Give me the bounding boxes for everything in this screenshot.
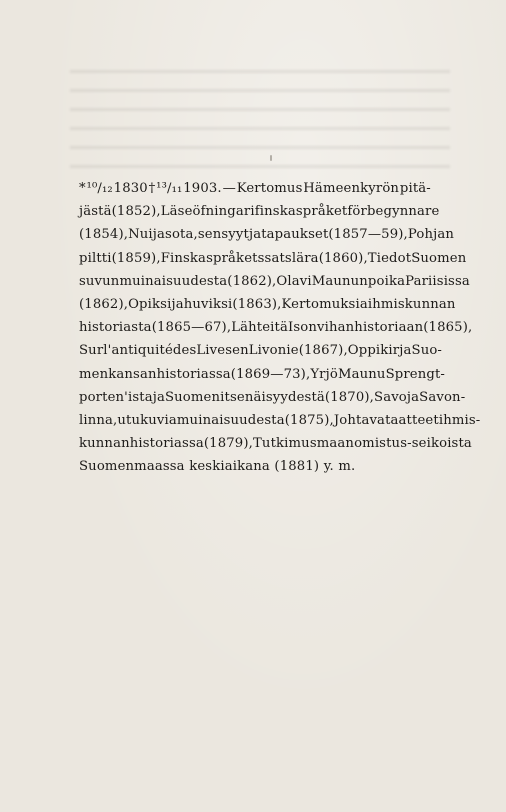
word: kunnan [79, 436, 130, 452]
word: ¹³/₁₁ [156, 181, 183, 196]
word: Opiksi [128, 296, 172, 312]
word: Maununpoika [311, 273, 406, 289]
word: (1854), [79, 227, 129, 243]
word: ihmis- [438, 412, 481, 428]
word: keskiaikana [189, 459, 270, 475]
word: språkets [206, 250, 265, 266]
word: Pohjan [407, 227, 455, 243]
word: linna, [79, 412, 118, 428]
text-line [79, 386, 466, 409]
text-line [79, 223, 455, 246]
biography-paragraph [79, 177, 481, 478]
word: (1879), [203, 436, 253, 452]
word: Nuijasota, [128, 227, 198, 243]
word: ihmiskunnan [367, 296, 456, 312]
word: (1857—59), [328, 227, 408, 243]
word: begynnare [366, 204, 440, 220]
word: en [232, 343, 249, 359]
word: (1881) [274, 459, 320, 475]
word: aatteet [390, 412, 439, 428]
word: Yrjö [310, 366, 338, 382]
word: Olavi [276, 273, 312, 289]
word: huviksi [183, 296, 233, 312]
word: Sprengt- [385, 366, 446, 382]
text-line [79, 339, 443, 362]
word: Hämeenkyrön [303, 181, 400, 196]
word: maanomistus-seikoista [316, 436, 472, 452]
word: satslära [264, 250, 319, 266]
word: muinaisuudesta [119, 273, 228, 289]
word: (1859), [111, 250, 161, 266]
word: porten'ista [79, 389, 153, 405]
word: l'antiquité [103, 343, 173, 359]
word: ¹⁰/₁₂ [86, 181, 113, 196]
word: syyt [221, 227, 249, 243]
word: Savo [374, 389, 407, 405]
word: des [172, 343, 197, 359]
word: kansan [108, 366, 157, 382]
word: (1862), [79, 296, 129, 312]
text-line [79, 316, 473, 339]
word: jästä [79, 204, 112, 220]
word: Läseöfningar [160, 204, 251, 220]
show-through-text [70, 60, 450, 170]
word: språket [295, 204, 348, 220]
word: Savon- [419, 389, 466, 405]
word: Maunu [337, 366, 386, 382]
word: Suomen [164, 389, 221, 405]
word: ja [248, 227, 262, 243]
word: m. [338, 459, 356, 475]
word: Kertomus [236, 181, 303, 196]
word: finska [254, 204, 296, 220]
word: piltti [79, 250, 112, 266]
word: pitä- [399, 181, 431, 196]
text-line [79, 247, 467, 270]
word: historiasta [79, 320, 152, 336]
text-line [79, 409, 481, 432]
text-line [79, 455, 431, 478]
word: sen [197, 227, 222, 243]
word: för [347, 204, 367, 220]
text-line [79, 363, 446, 386]
word: vihan [317, 320, 355, 336]
text-line [79, 200, 440, 223]
word: (1870), [324, 389, 375, 405]
word: Lives [196, 343, 233, 359]
word: Oppikirja [347, 343, 412, 359]
word: i [250, 204, 255, 220]
word: * [79, 181, 86, 196]
word: (1869—73), [230, 366, 311, 382]
word: Johtavat [333, 412, 391, 428]
paper-speck [270, 155, 272, 161]
word: men [79, 366, 109, 382]
word: ja [171, 296, 184, 312]
word: tapaukset [261, 227, 329, 243]
word: suvun [79, 273, 120, 289]
word: Pariisissa [405, 273, 470, 289]
word: Suo- [411, 343, 443, 359]
word: † [148, 181, 156, 196]
word: Tutkimus [252, 436, 317, 452]
word: Ison [288, 320, 318, 336]
word: 1830 [113, 181, 148, 196]
word: ja [152, 389, 165, 405]
word: Lähteitä [231, 320, 288, 336]
word: Suomenmaassa [79, 459, 185, 475]
word: — [222, 181, 236, 196]
word: historiaan [354, 320, 424, 336]
word: (1852), [111, 204, 161, 220]
text-line [79, 432, 472, 455]
word: Finska [160, 250, 207, 266]
text-line [79, 270, 470, 293]
word: utukuvia [117, 412, 177, 428]
word: Kertomuksia [281, 296, 368, 312]
word: (1860), [318, 250, 368, 266]
text-line [79, 177, 431, 200]
word: (1863), [232, 296, 282, 312]
word: itsenäisyydestä [220, 389, 325, 405]
word: (1865), [423, 320, 473, 336]
word: (1875), [284, 412, 334, 428]
word: Livonie [248, 343, 299, 359]
word: y. [323, 459, 334, 475]
text-line [79, 293, 456, 316]
word: historiassa [129, 436, 204, 452]
word: ja [406, 389, 420, 405]
word: (1865—67), [151, 320, 232, 336]
word: (1867), [298, 343, 348, 359]
word: Sur [79, 343, 104, 359]
word: (1862), [227, 273, 277, 289]
word: 1903. [183, 181, 222, 196]
word: Suomen [411, 250, 467, 266]
word: muinaisuudesta [176, 412, 285, 428]
word: historiassa [156, 366, 231, 382]
word: Tiedot [367, 250, 412, 266]
